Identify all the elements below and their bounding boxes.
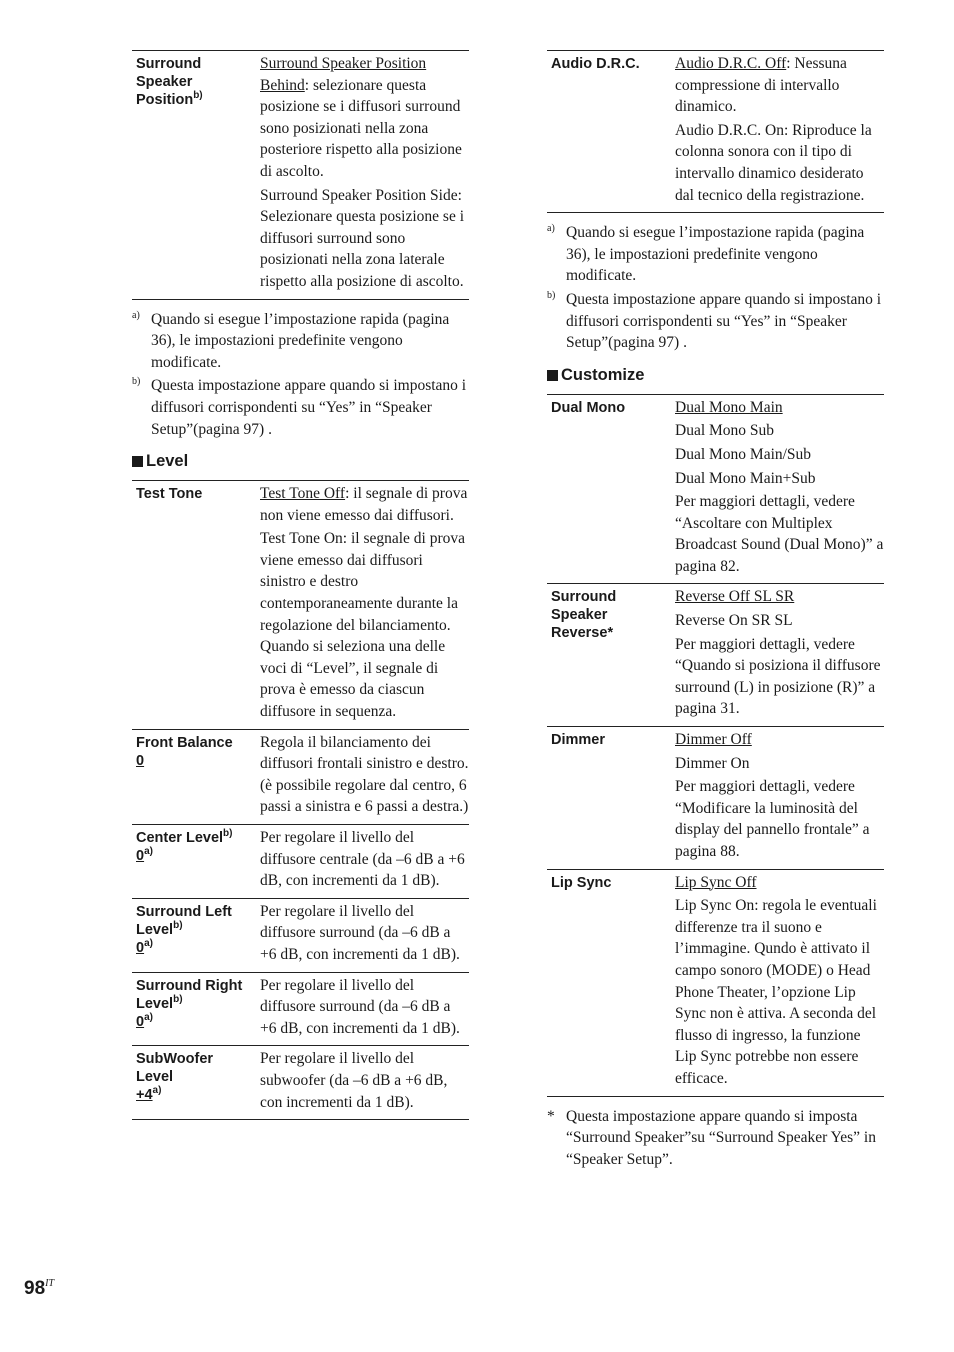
description-text: Surround Speaker Position Side: Selezionare questa posizione se i diffusori surround sono posizionati nella zona laterale rispetto alla posizione di ascolto. — [260, 186, 465, 290]
description-paragraph — [675, 610, 884, 632]
default-option: Dimmer Off — [675, 731, 752, 749]
footnote-ref: a) — [144, 937, 153, 949]
setting-name — [132, 825, 256, 899]
description-paragraph — [675, 468, 884, 490]
square-bullet-icon — [132, 456, 143, 467]
setting-label: Audio D.R.C. — [551, 56, 640, 72]
setting-label: SubWoofer Level — [136, 1051, 214, 1086]
section-heading-customize: Customize — [547, 366, 884, 385]
default-value: 0 — [136, 848, 145, 864]
setting-label: Surround Left Level — [136, 903, 232, 938]
star-footnote: * Questa impostazione appare quando si imposta “Surround Speaker”su “Surround Speaker Yes” in “Speaker Setup”. — [547, 1107, 876, 1168]
table-row — [132, 972, 469, 1046]
footnote — [132, 309, 469, 374]
setting-description — [256, 898, 469, 972]
setting-description — [671, 394, 884, 584]
description-text: Audio D.R.C. On: Riproduce la colonna sonora con il tipo di intervallo dinamico desiderato dal tecnico della registrazione. — [675, 121, 872, 204]
footnote-ref: a) — [144, 846, 153, 857]
setting-name — [132, 1046, 256, 1120]
setting-name — [547, 584, 671, 727]
description-text: Per maggiori dettagli, vedere “Quando si posiziona il diffusore surround (L) in posizione (R)” a pagina 31. — [675, 635, 881, 718]
default-option: Lip Sync Off — [675, 873, 757, 891]
footnote-mark: b) — [547, 289, 556, 301]
setting-name — [132, 972, 256, 1046]
default-option: Audio D.R.C. Off — [675, 55, 787, 72]
description-text: Dual Mono Sub — [675, 422, 775, 440]
left-column — [132, 50, 469, 1120]
footnote — [547, 222, 884, 287]
setting-description — [671, 869, 884, 1096]
description-paragraph — [260, 901, 469, 966]
footnote-ref: b) — [173, 919, 183, 931]
footnote-mark: a) — [547, 223, 555, 235]
table-row — [547, 727, 884, 870]
description-text: Dual Mono Main+Sub — [675, 469, 816, 487]
table-row — [547, 394, 884, 584]
description-text: Per regolare il livello del subwoofer (da –6 dB a +6 dB, con incrementi da 1 dB). — [260, 1050, 448, 1111]
description-paragraph — [260, 185, 469, 293]
description-paragraph — [260, 975, 469, 1040]
setting-label: Dual Mono — [551, 399, 626, 416]
description-text: Per maggiori dettagli, vedere “Ascoltare con Multiplex Broadcast Sound (Dual Mono)” a pagina 82. — [675, 493, 884, 575]
page-number: $98^{IT}$ — [24, 1278, 55, 1299]
setting-name — [132, 729, 256, 824]
level-table — [132, 480, 469, 1120]
description-text: Dual Mono Main/Sub — [675, 445, 812, 463]
description-text: Dimmer On — [675, 754, 750, 772]
footnote — [132, 375, 469, 440]
description-paragraph — [260, 483, 469, 526]
customize-table — [547, 394, 884, 1097]
right-footnotes — [547, 222, 884, 354]
description-paragraph — [675, 420, 884, 442]
description-text: Test Tone On: il segnale di prova viene emesso dai diffusori sinistro e destro contemporaneamente durante la regolazione del bilanciamento. Quando si seleziona una delle voci di “Level”, il segnale di prova è emesso da ciascun diffusore in sequenza. — [260, 530, 466, 721]
footnote-ref: a) — [152, 1085, 162, 1097]
footnote-ref: a) — [144, 1011, 153, 1023]
setting-label: Surround Speaker Position — [136, 56, 202, 108]
setting-description — [671, 727, 884, 870]
left-footnotes — [132, 309, 469, 441]
setting-description — [256, 825, 469, 899]
setting-name — [132, 51, 256, 300]
table-row — [132, 481, 469, 730]
description-paragraph — [260, 1048, 469, 1113]
setting-label: Surround Right Level — [136, 977, 243, 1012]
setting-description — [671, 51, 884, 213]
footnote-ref: b) — [223, 828, 233, 839]
description-paragraph — [675, 895, 884, 1089]
table-row — [132, 51, 469, 300]
description-text: Per maggiori dettagli, vedere “Modificare la luminosità del display del pannello frontale” a pagina 88. — [675, 778, 870, 860]
description-text: Per regolare il livello del diffusore surround (da –6 dB a +6 dB, con incrementi da 1 dB). — [260, 902, 460, 963]
description-paragraph — [260, 732, 469, 818]
setting-name — [132, 481, 256, 730]
right-column — [547, 50, 884, 1172]
setting-description — [256, 972, 469, 1046]
setting-label: Front Balance — [136, 734, 233, 751]
table-row — [547, 584, 884, 727]
footnote-text: Questa impostazione appare quando si impostano i diffusori corrispondenti su “Yes” in “Speaker Setup”(pagina 97) . — [566, 290, 882, 352]
description-paragraph — [675, 53, 884, 118]
default-option: Surround Speaker Position Behind — [260, 55, 427, 94]
description-paragraph — [675, 634, 884, 720]
setting-label: Surround Speaker Reverse — [551, 589, 617, 642]
table-row — [132, 729, 469, 824]
default-value: 0 — [136, 939, 145, 956]
setting-name — [547, 727, 671, 870]
description-paragraph — [675, 586, 884, 608]
default-option: Dual Mono Main — [675, 398, 783, 416]
description-text: Per regolare il livello del diffusore surround (da –6 dB a +6 dB, con incrementi da 1 dB). — [260, 976, 460, 1037]
footnote-ref: b) — [173, 993, 183, 1005]
default-value: 0 — [136, 752, 145, 769]
description-paragraph — [675, 491, 884, 577]
audio-drc-table — [547, 50, 884, 213]
description-text: Per regolare il livello del diffusore centrale (da –6 dB a +6 dB, con incrementi da 1 dB). — [260, 829, 465, 890]
default-option: Test Tone Off — [260, 485, 346, 503]
setting-name — [547, 51, 671, 213]
description-text: Lip Sync On: regola le eventuali differenze tra il suono e l’immagine. Qundo è attivato il campo sonoro (MODE) o Head Phone Theater, l’opzione Lip Sync non è attiva. A seconda del flusso di ingresso, la funzione Lip Sync potrebbe non essere efficace. — [675, 897, 877, 1087]
description-text: Reverse On SR SL — [675, 612, 793, 630]
table-row — [132, 898, 469, 972]
setting-name — [547, 394, 671, 584]
default-option: Reverse Off SL SR — [675, 588, 795, 606]
description-paragraph — [675, 872, 884, 894]
description-paragraph — [675, 753, 884, 775]
setting-description — [256, 1046, 469, 1120]
surround-position-table — [132, 50, 469, 300]
table-row — [132, 825, 469, 899]
description-paragraph — [675, 776, 884, 862]
setting-description — [256, 481, 469, 730]
footnote-mark: b) — [132, 376, 141, 388]
footnote-text: Quando si esegue l’impostazione rapida (pagina 36), le impostazioni predefinite vengono modificate. — [566, 224, 865, 285]
setting-label: Dimmer — [551, 732, 605, 749]
description-text: : il segnale di prova non viene emesso dai diffusori. — [260, 485, 468, 524]
footnote — [547, 289, 884, 354]
description-paragraph — [675, 397, 884, 419]
table-row — [547, 51, 884, 213]
table-row — [132, 1046, 469, 1120]
default-value: +4 — [136, 1087, 153, 1104]
table-row — [547, 869, 884, 1096]
description-paragraph — [260, 53, 469, 183]
setting-label: Test Tone — [136, 486, 203, 503]
description-paragraph — [260, 827, 469, 892]
description-text: : Nessuna compressione di intervallo dinamico. — [675, 55, 847, 116]
description-text: : selezionare questa posizione se i diffusori surround sono posizionati nella zona posteriore rispetto alla posizione di ascolto. — [260, 76, 462, 180]
description-paragraph — [260, 528, 469, 722]
setting-name — [132, 898, 256, 972]
description-paragraph — [675, 444, 884, 466]
footnote-ref: b) — [193, 90, 203, 101]
setting-name — [547, 869, 671, 1096]
footnote-mark: a) — [132, 309, 140, 321]
setting-label: Center Level — [136, 830, 224, 846]
footnote-text: Questa impostazione appare quando si impostano i diffusori corrispondenti su “Yes” in “Speaker Setup”(pagina 97) . — [151, 377, 467, 438]
section-heading-level: Level — [132, 452, 469, 471]
setting-description — [256, 51, 469, 300]
footnote-text: Quando si esegue l’impostazione rapida (pagina 36), le impostazioni predefinite vengono modificate. — [151, 310, 450, 371]
setting-label: Lip Sync — [551, 874, 612, 891]
square-bullet-icon — [547, 370, 558, 381]
description-paragraph — [675, 729, 884, 751]
setting-description — [671, 584, 884, 727]
footnote-ref: * — [607, 625, 614, 642]
setting-description — [256, 729, 469, 824]
default-value: 0 — [136, 1013, 145, 1030]
description-text: Regola il bilanciamento dei diffusori frontali sinistro e destro. (è possibile regolare dal centro, 6 passi a sinistra e 6 passi a destra.) — [260, 733, 469, 816]
description-paragraph — [675, 120, 884, 206]
